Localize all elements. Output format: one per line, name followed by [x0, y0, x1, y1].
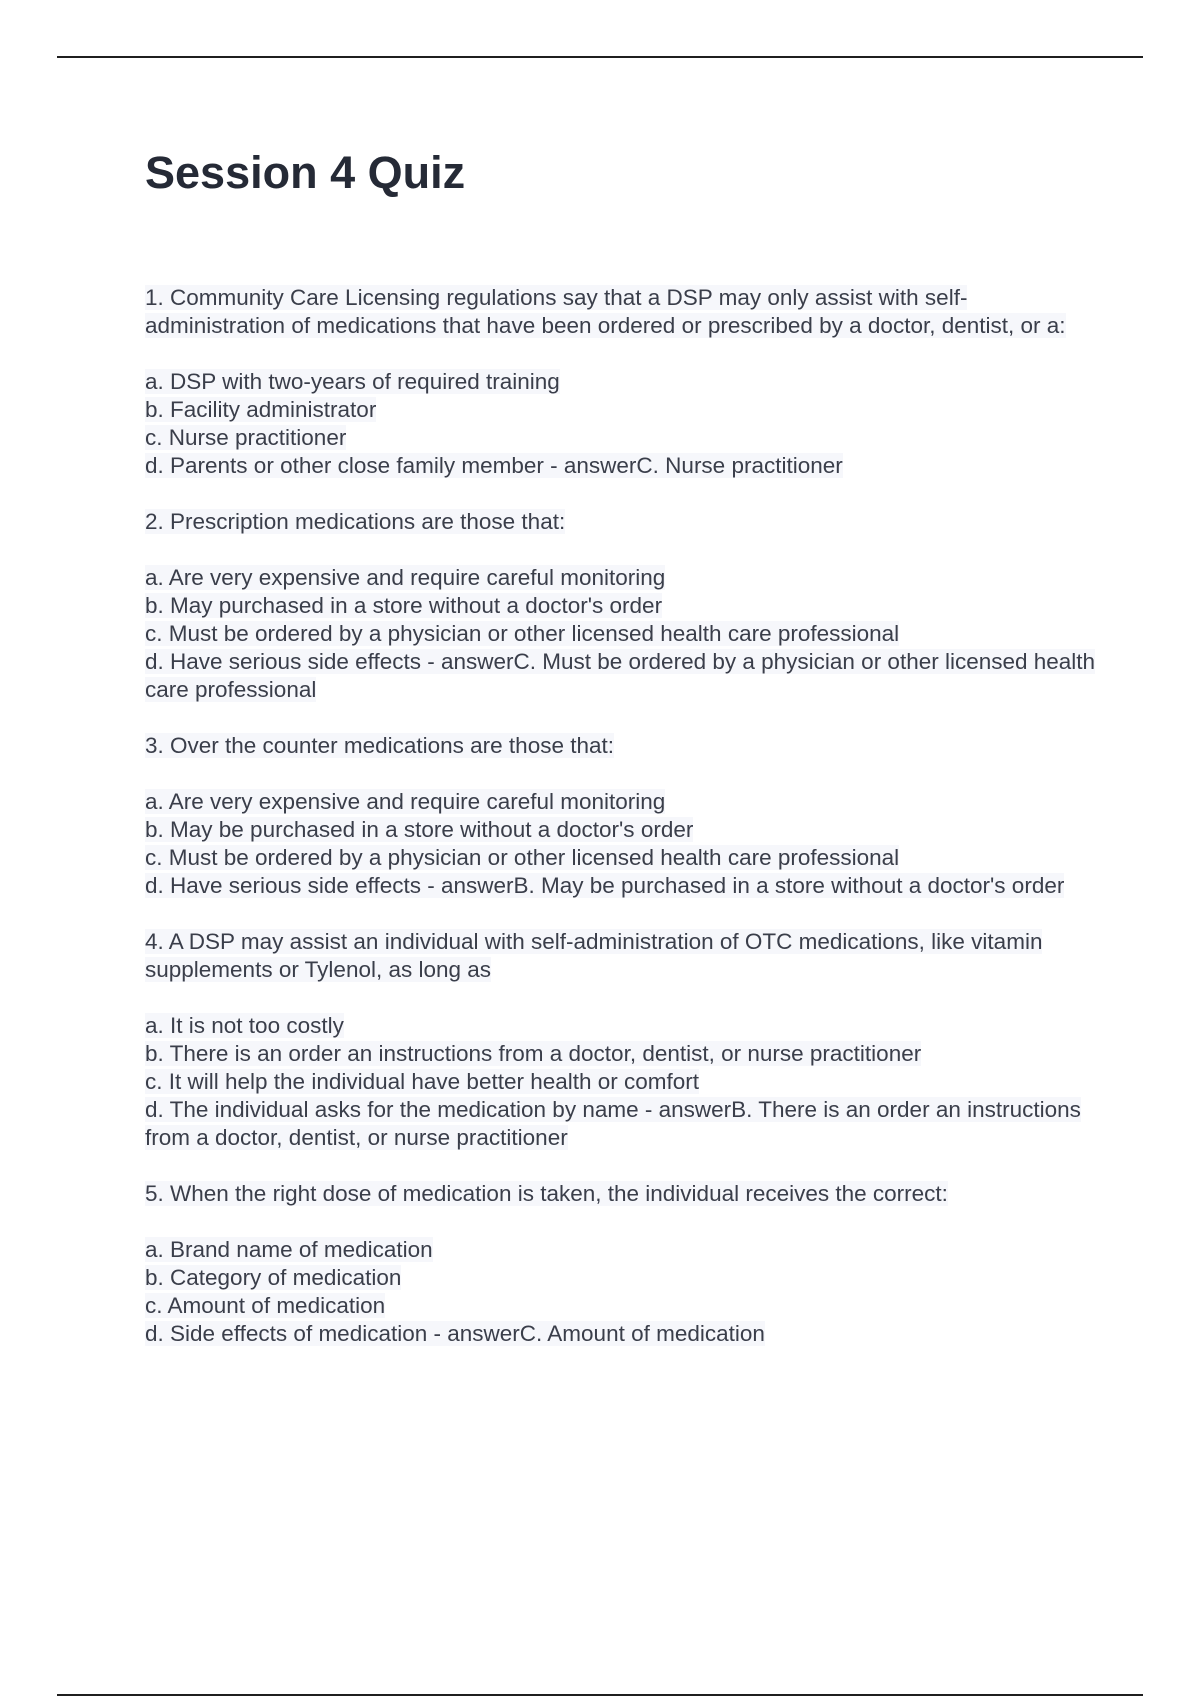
option-d [145, 1096, 1105, 1152]
question-text-label: 1. Community Care Licensing regulations say that a DSP may only assist with self-administration of medications that have been ordered or prescribed by a doctor, dentist, or a: [145, 285, 1066, 338]
option-c [145, 1068, 1105, 1096]
question-1 [145, 284, 1105, 480]
quiz-content [145, 284, 1105, 1376]
question-text [145, 928, 1105, 984]
option-text: b. Facility administrator [145, 397, 377, 422]
option-text: a. It is not too costly [145, 1013, 344, 1038]
option-b [145, 592, 1105, 620]
question-text-label: 2. Prescription medications are those that: [145, 509, 566, 534]
question-text-label: 5. When the right dose of medication is taken, the individual receives the correct: [145, 1181, 948, 1206]
option-d [145, 648, 1105, 704]
answer-options [145, 368, 1105, 480]
question-2 [145, 508, 1105, 704]
option-a [145, 788, 1105, 816]
option-text: b. May purchased in a store without a doctor's order [145, 593, 663, 618]
answer-options [145, 1236, 1105, 1348]
option-text: a. Are very expensive and require careful monitoring [145, 789, 666, 814]
question-text-label: 3. Over the counter medications are those that: [145, 733, 615, 758]
option-text: c. Must be ordered by a physician or other licensed health care professional [145, 845, 900, 870]
option-text: b. May be purchased in a store without a doctor's order [145, 817, 694, 842]
option-b [145, 816, 1105, 844]
answer-options [145, 788, 1105, 900]
bottom-rule [57, 1694, 1143, 1696]
option-text: d. Side effects of medication - answerC. Amount of medication [145, 1321, 765, 1346]
option-d [145, 1320, 1105, 1348]
question-text [145, 508, 1105, 536]
option-text: a. Brand name of medication [145, 1237, 433, 1262]
option-text: a. Are very expensive and require careful monitoring [145, 565, 666, 590]
question-4 [145, 928, 1105, 1152]
option-c [145, 1292, 1105, 1320]
question-5 [145, 1180, 1105, 1348]
option-text: d. The individual asks for the medication by name - answerB. There is an order an instructions from a doctor, dentist, or nurse practitioner [145, 1097, 1081, 1150]
option-a [145, 1236, 1105, 1264]
option-text: d. Parents or other close family member - answerC. Nurse practitioner [145, 453, 843, 478]
question-text [145, 732, 1105, 760]
answer-options [145, 564, 1105, 704]
top-rule [57, 56, 1143, 58]
option-text: b. Category of medication [145, 1265, 402, 1290]
option-d [145, 452, 1105, 480]
option-text: b. There is an order an instructions from a doctor, dentist, or nurse practitioner [145, 1041, 922, 1066]
option-text: c. Amount of medication [145, 1293, 386, 1318]
option-text: c. Nurse practitioner [145, 425, 347, 450]
option-c [145, 620, 1105, 648]
option-b [145, 1264, 1105, 1292]
question-3 [145, 732, 1105, 900]
question-text [145, 1180, 1105, 1208]
option-b [145, 1040, 1105, 1068]
option-a [145, 564, 1105, 592]
option-a [145, 1012, 1105, 1040]
page-title: Session 4 Quiz [145, 147, 466, 198]
option-a [145, 368, 1105, 396]
option-text: d. Have serious side effects - answerC. Must be ordered by a physician or other licensed health care professional [145, 649, 1096, 702]
option-text: c. It will help the individual have better health or comfort [145, 1069, 700, 1094]
option-c [145, 844, 1105, 872]
answer-options [145, 1012, 1105, 1152]
option-text: d. Have serious side effects - answerB. May be purchased in a store without a doctor's order [145, 873, 1065, 898]
option-b [145, 396, 1105, 424]
option-text: a. DSP with two-years of required training [145, 369, 560, 394]
option-d [145, 872, 1105, 900]
question-text-label: 4. A DSP may assist an individual with self-administration of OTC medications, like vitamin supplements or Tylenol, as long as [145, 929, 1043, 982]
option-text: c. Must be ordered by a physician or other licensed health care professional [145, 621, 900, 646]
option-c [145, 424, 1105, 452]
question-text [145, 284, 1105, 340]
